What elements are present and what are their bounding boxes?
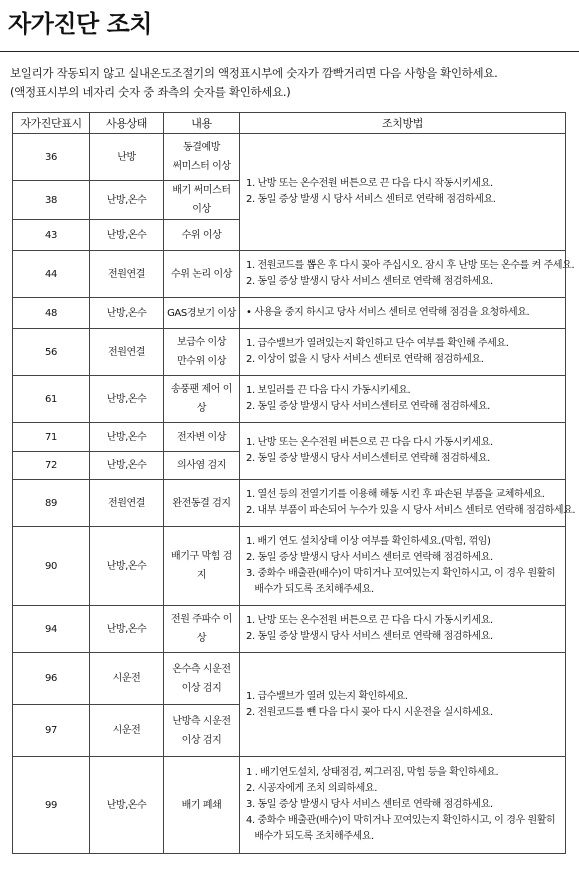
method-line: 2. 동일 증상 발생시 당사 서비스 센터로 연락해 점검하세요. [246, 276, 493, 287]
table-header-row [13, 113, 566, 134]
method-line: 1. 난방 또는 온수전원 버튼으로 끈 다음 다시 가동시키세요. [246, 615, 493, 626]
method-line: 4. 중화수 배출관(배수)이 막히거나 꼬여있는지 확인하시고, 이 경우 원활히 [246, 815, 556, 826]
header-state: 사용상태 [90, 113, 164, 134]
content-cell: 수위 논리 이상 [164, 251, 240, 298]
content-cell: GAS경보기 이상 [164, 298, 240, 329]
state-cell: 시운전 [90, 653, 164, 705]
state-cell: 난방,온수 [90, 452, 164, 480]
method-line: 2. 이상이 없을 시 당사 서비스 센터로 연락해 점검하세요. [246, 354, 484, 365]
method-cell [240, 606, 566, 653]
method-line: 2. 동일 증상 발생시 당사 서비스센터로 연락해 점검하세요. [246, 453, 490, 464]
state-cell: 난방,온수 [90, 376, 164, 423]
state-cell: 난방,온수 [90, 527, 164, 606]
method-line: 2. 동일 증상 발생시 당사 서비스센터로 연락해 점검하세요. [246, 401, 490, 412]
method-line: 1. 전원코드를 뽑은 후 다시 꽂아 주십시오. 잠시 후 난방 또는 온수를 켜 주세요. [246, 260, 575, 271]
method-line: 2. 전원코드를 뺀 다음 다시 꽂아 다시 시운전을 실시하세요. [246, 706, 493, 718]
state-cell: 난방 [90, 134, 164, 181]
content-cell: 배기 폐쇄 [164, 757, 240, 854]
method-cell [240, 376, 566, 423]
code-cell: 71 [13, 423, 90, 452]
method-cell [240, 329, 566, 376]
header-code: 자가진단표시 [13, 113, 90, 134]
code-cell: 90 [13, 527, 90, 606]
content-cell: 동결예방 써미스터 이상 [164, 134, 240, 181]
state-cell: 난방,온수 [90, 181, 164, 220]
intro-line: (액정표시부의 네자리 숫자 중 좌측의 숫자를 확인하세요.) [10, 85, 291, 99]
state-cell: 난방,온수 [90, 298, 164, 329]
table-row [13, 251, 566, 298]
method-line: 1. 급수밸브가 열려 있는지 확인하세요. [246, 690, 408, 702]
method-cell [240, 757, 566, 854]
method-line: 배수가 되도록 조치해주세요. [246, 584, 374, 595]
code-cell: 56 [13, 329, 90, 376]
table-row [13, 376, 566, 423]
content-cell: 배기 써미스터 이상 [164, 181, 240, 220]
table-row [13, 527, 566, 606]
table-row [13, 298, 566, 329]
code-cell: 44 [13, 251, 90, 298]
state-cell: 전원연결 [90, 329, 164, 376]
method-line: 2. 동일 증상 발생시 당사 서비스 센터로 연락해 점검하세요. [246, 631, 493, 642]
page-title: 자가진단 조치 [8, 10, 152, 38]
method-line: 1. 열선 등의 전열기기를 이용해 해동 시킨 후 파손된 부품을 교체하세요. [246, 489, 545, 500]
content-cell: 완전동결 검지 [164, 480, 240, 527]
code-cell: 48 [13, 298, 90, 329]
method-line: 1. 보일러를 끈 다음 다시 가동시키세요. [246, 385, 411, 396]
code-cell: 36 [13, 134, 90, 181]
content-cell: 송풍팬 제어 이상 [164, 376, 240, 423]
method-line: 1. 배기 연도 설치상태 이상 여부를 확인하세요.(막힘, 꺾임) [246, 536, 491, 547]
method-cell [240, 134, 566, 251]
code-cell: 72 [13, 452, 90, 480]
code-cell: 99 [13, 757, 90, 854]
method-line: 2. 동일 증상 발생 시 당사 서비스 센터로 연락해 점검하세요. [246, 194, 496, 205]
table-row [13, 606, 566, 653]
method-line: 1. 난방 또는 온수전원 버튼으로 끈 다음 다시 가동시키세요. [246, 437, 493, 448]
method-cell [240, 298, 566, 329]
intro-line: 보일리가 작동되지 않고 실내온도조절기의 액정표시부에 숫자가 깜빡거리면 다음 사항을 확인하세요. [10, 66, 498, 80]
method-line: 3. 동일 증상 발생시 당사 서비스 센터로 연락해 점검하세요. [246, 799, 493, 810]
content-cell: 수위 이상 [164, 220, 240, 251]
method-cell [240, 251, 575, 298]
content-cell: 전원 주파수 이상 [164, 606, 240, 653]
state-cell: 난방,온수 [90, 220, 164, 251]
state-cell: 전원연결 [90, 480, 164, 527]
method-cell [240, 527, 566, 606]
method-cell [240, 423, 566, 480]
content-cell: 온수측 시운전 이상 검지 [164, 653, 240, 705]
code-cell: 38 [13, 181, 90, 220]
state-cell: 시운전 [90, 705, 164, 757]
method-line: 1. 급수밸브가 열려있는지 확인하고 단수 여부를 확인해 주세요. [246, 338, 509, 349]
table-row [13, 480, 566, 527]
header-method: 조치방법 [240, 113, 566, 134]
code-cell: 96 [13, 653, 90, 705]
method-line: 2. 동일 증상 발생시 당사 서비스 센터로 연락해 점검하세요. [246, 552, 493, 563]
content-cell: 전자변 이상 [164, 423, 240, 452]
method-cell [240, 480, 576, 527]
state-cell: 난방,온수 [90, 423, 164, 452]
code-cell: 43 [13, 220, 90, 251]
method-line: 2. 시공자에게 조치 의뢰하세요. [246, 783, 377, 794]
state-cell: 난방,온수 [90, 757, 164, 854]
table-row [13, 653, 566, 705]
method-line: 1 . 배기연도설치, 상태점검, 찌그러짐, 막힘 등을 확인하세요. [246, 767, 499, 778]
table-row [13, 134, 566, 181]
title-divider [0, 51, 579, 52]
method-line: 3. 중화수 배출관(배수)이 막히거나 꼬여있는지 확인하시고, 이 경우 원활히 [246, 568, 556, 579]
method-line: 2. 내부 부품이 파손되어 누수가 있을 시 당사 서비스 센터로 연락해 점검하세요. [246, 505, 576, 516]
table-row [13, 329, 566, 376]
code-cell: 89 [13, 480, 90, 527]
content-cell: 보급수 이상 만수위 이상 [164, 329, 240, 376]
content-cell: 배기구 막힘 검지 [164, 527, 240, 606]
state-cell: 전원연결 [90, 251, 164, 298]
method-cell [240, 653, 566, 757]
method-line: • 사용을 중지 하시고 당사 서비스 센터로 연락해 점검을 요청하세요. [246, 307, 530, 318]
method-line: 배수가 되도록 조치해주세요. [246, 831, 374, 842]
intro-text [10, 64, 498, 102]
code-cell: 61 [13, 376, 90, 423]
header-content: 내용 [164, 113, 240, 134]
content-cell: 의사염 검지 [164, 452, 240, 480]
content-cell: 난방측 시운전 이상 검지 [164, 705, 240, 757]
method-line: 1. 난방 또는 온수전원 버튼으로 끈 다음 다시 작동시키세요. [246, 178, 493, 189]
diagnosis-table [12, 112, 576, 854]
code-cell: 97 [13, 705, 90, 757]
state-cell: 난방,온수 [90, 606, 164, 653]
table-row [13, 757, 566, 854]
table-row [13, 423, 566, 452]
code-cell: 94 [13, 606, 90, 653]
